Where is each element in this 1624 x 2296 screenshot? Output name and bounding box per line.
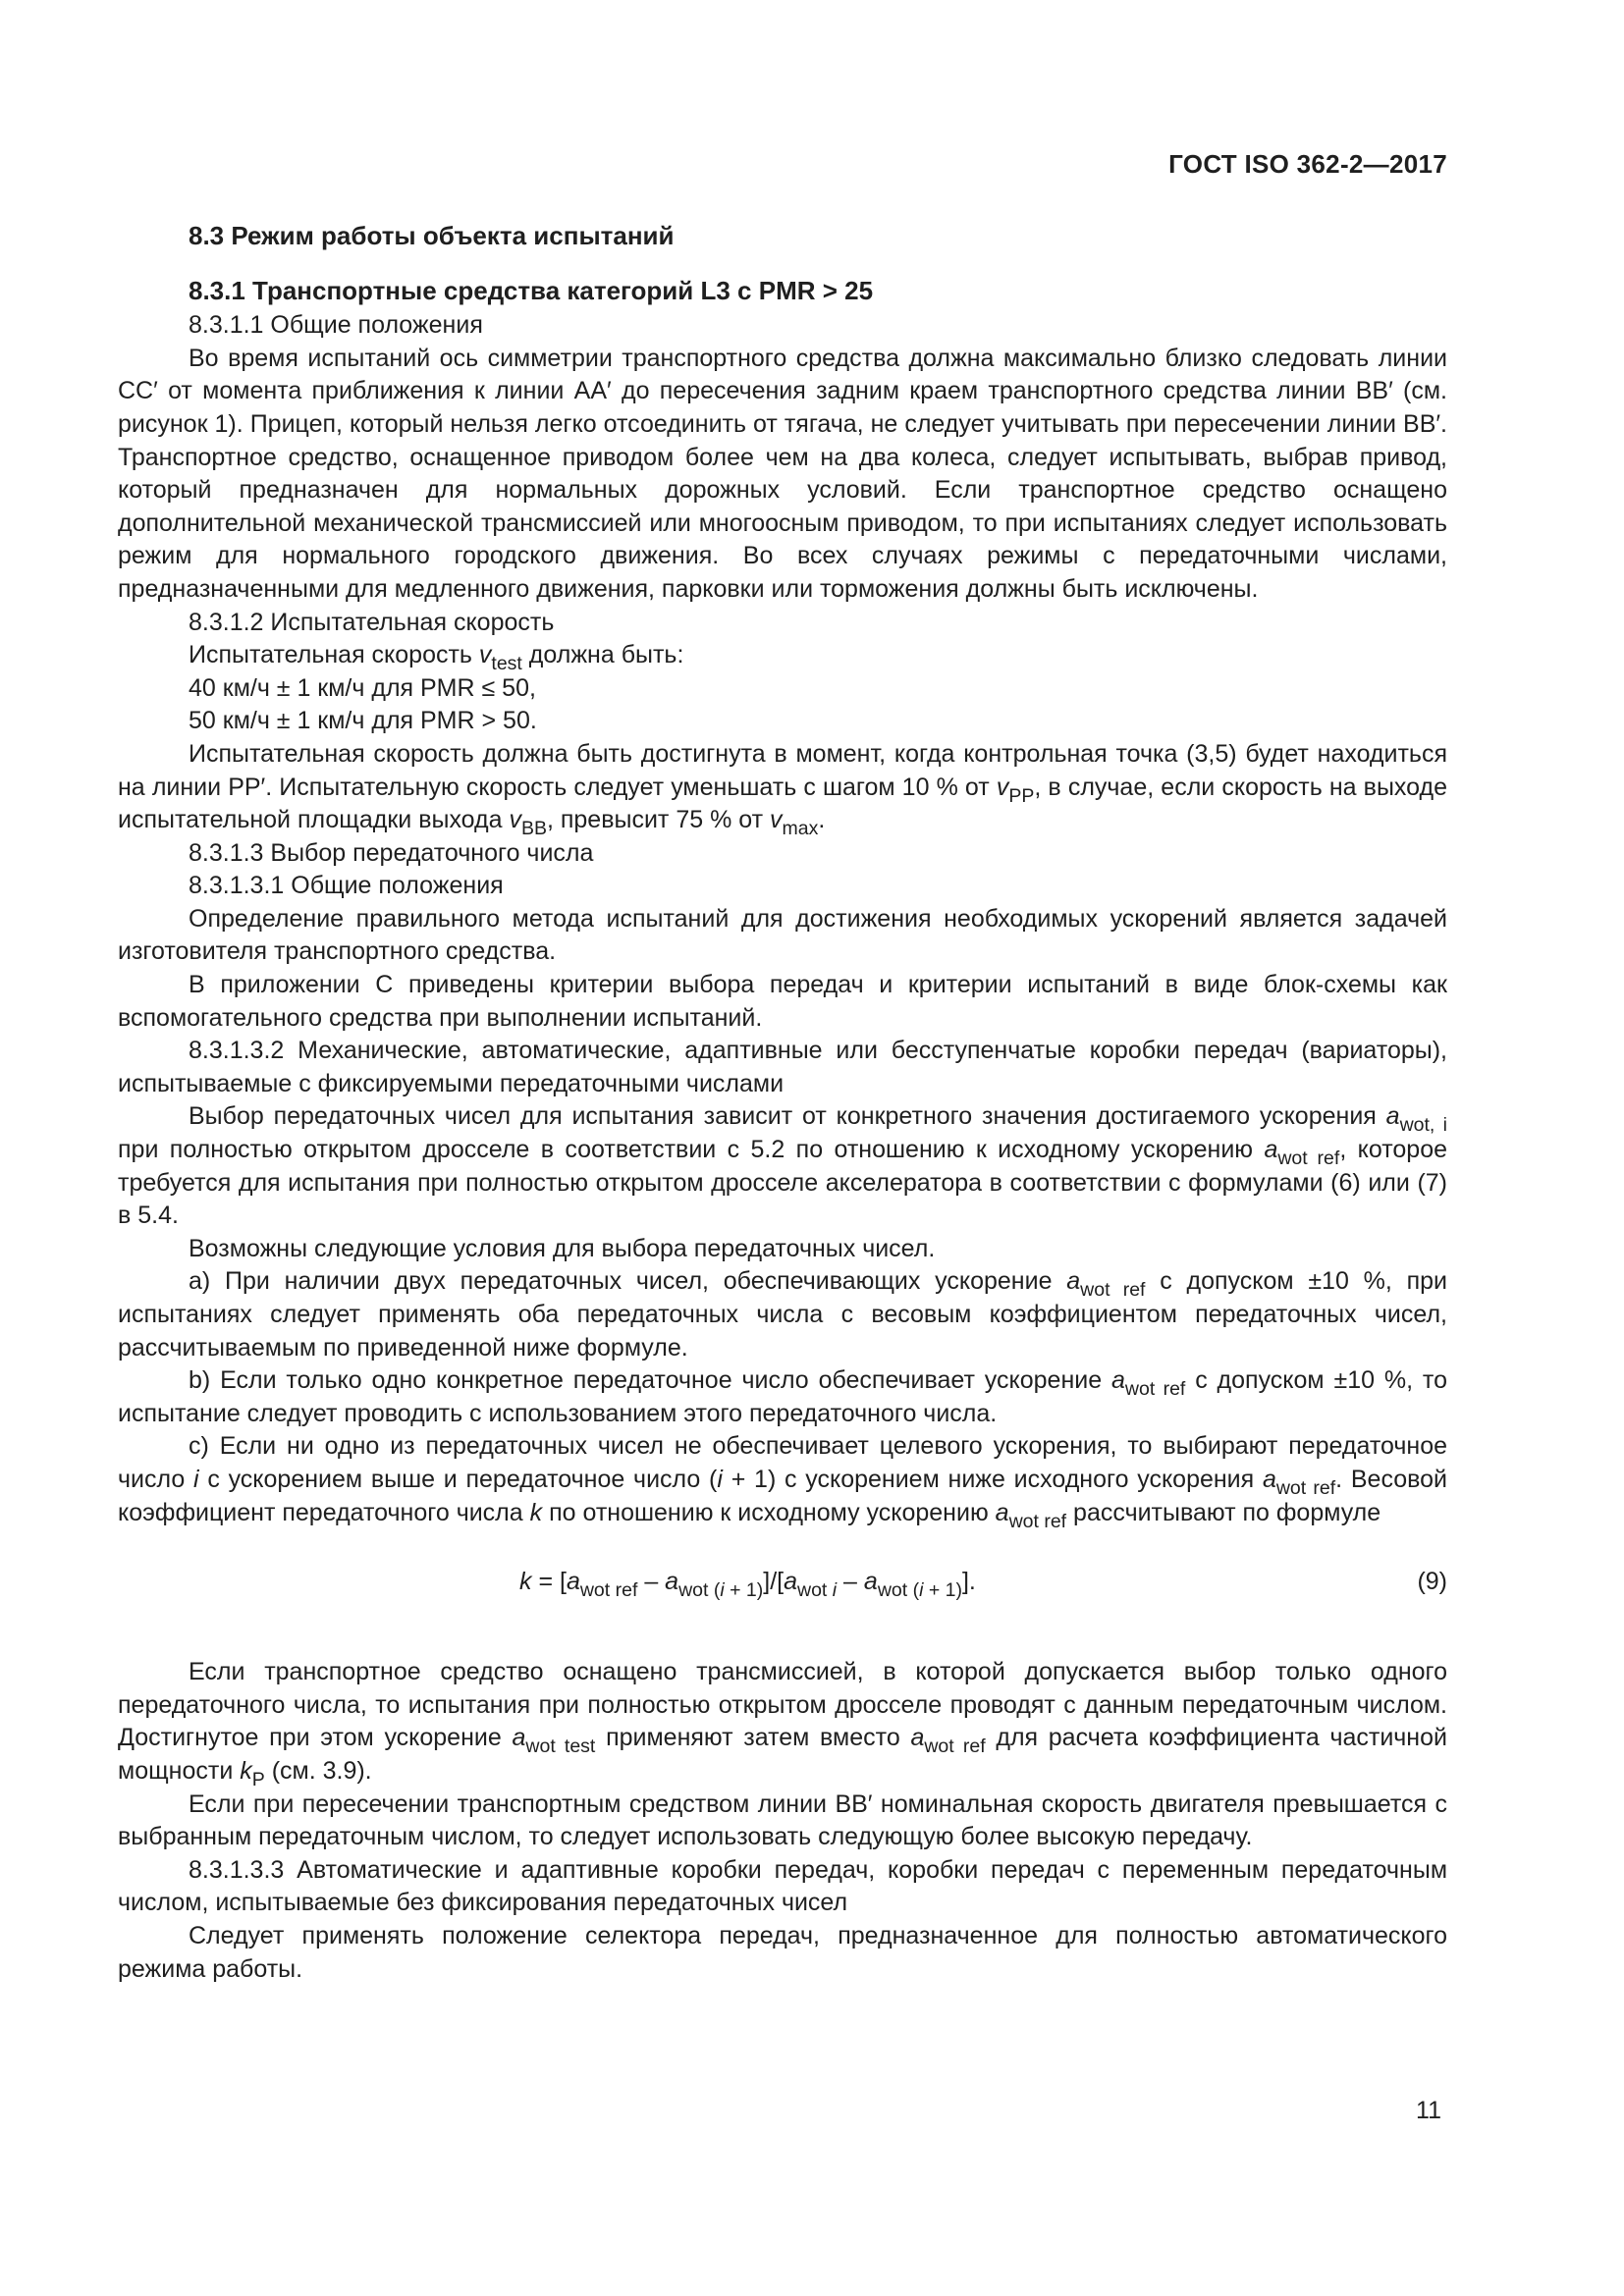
condition-b: b) Если только одно конкретное передаточное число обеспечивает ускорение $a_{wot ref}$ с допуском ±10 %, то испытание следует проводить с использованием этого передаточного числа. bbox=[118, 1366, 1447, 1427]
clause-title-general: 8.3.1.1 Общие положения bbox=[189, 311, 483, 340]
clause-title-gear-selection: 8.3.1.3 Выбор передаточного числа bbox=[189, 838, 594, 867]
speed-line-1: 40 км/ч ± 1 км/ч для PMR ≤ 50, bbox=[189, 673, 536, 702]
paragraph-conditions-intro: Возможны следующие условия для выбора передаточных чисел. bbox=[189, 1234, 936, 1262]
subsection-heading: 8.3.1 Транспортные средства категорий L3 с PMR > 25 bbox=[189, 275, 874, 305]
clause-title-gear-general: 8.3.1.3.1 Общие положения bbox=[189, 872, 504, 900]
speed-line-2: 50 км/ч ± 1 км/ч для PMR > 50. bbox=[189, 707, 537, 735]
paragraph-speed-detail: Испытательная скорость должна быть достигнута в момент, когда контрольная точка (3,5) будет находиться на линии PP′. Испытательную скорость следует уменьшать с шагом 10 % от $v_{PP}$, в случае, если скорость на выходе испытательной площадки выхода $v_{BB}$, превысит 75 % от $v_{max}$. bbox=[118, 739, 1447, 839]
clause-title-test-speed: 8.3.1.2 Испытательная скорость bbox=[189, 608, 555, 636]
paragraph-higher-gear: Если при пересечении транспортным средством линии BB′ номинальная скорость двигателя превышается с выбранным передаточным числом, то следует использовать следующую более высокую передачу. bbox=[118, 1789, 1447, 1851]
document-header-id: ГОСТ ISO 362-2—2017 bbox=[1168, 149, 1447, 179]
paragraph-gear-2: В приложении C приведены критерии выбора передач и критерии испытаний в виде блок-схемы как вспомогательного средства при выполнении испытаний. bbox=[118, 971, 1447, 1032]
page-number: 11 bbox=[1416, 2097, 1441, 2124]
condition-c: c) Если ни одно из передаточных чисел не обеспечивает целевого ускорения, то выбирают передаточное число i с ускорением выше и передаточное число (i + 1) с ускорением ниже исходного ускорения $a_{wot ref}$. Весовой коэффициент передаточного числа k по отношению к исходному ускорению $a_{wot ref}$ рассчитывают по формуле bbox=[118, 1432, 1447, 1532]
paragraph-general: Во время испытаний ось симметрии транспортного средства должна максимально близко следовать линии CC′ от момента приближения к линии AA′ до пересечения задним краем транспортного средства линии BB′ (см. рисунок 1). Прицеп, который нельзя легко отсоединить от тягача, не следует учитывать при пересечении линии BB′. Транспортное средство, оснащенное приводом более чем на два колеса, следует испытывать, выбрав привод, который предназначен для нормальных дорожных условий. Если транспортное средство оснащено дополнительной механической трансмиссией или многоосным приводом, то при испытаниях следует использовать режим для нормального городского движения. Во всех случаях режимы с передаточными числами, предназначенными для медленного движения, парковки или торможения должны быть исключены. bbox=[118, 344, 1447, 603]
paragraph-gear-1: Определение правильного метода испытаний для достижения необходимых ускорений является задачей изготовителя транспортного средства. bbox=[118, 904, 1447, 966]
clause-title-automatic: 8.3.1.3.3 Автоматические и адаптивные коробки передач, коробки передач с переменным передаточным числом, испытываемые без фиксирования передаточных чисел bbox=[118, 1855, 1447, 1917]
section-heading: 8.3 Режим работы объекта испытаний bbox=[189, 221, 675, 250]
paragraph-speed-intro: Испытательная скорость $v_{test}$ должна быть: bbox=[189, 641, 684, 674]
paragraph-automatic: Следует применять положение селектора передач, предназначенное для полностью автоматического режима работы. bbox=[118, 1921, 1447, 1983]
formula-expression: $k = [a_{wot ref} - a_{wot (i + 1)}]/[a_{wot i} - a_{wot (i + 1)}]$. bbox=[519, 1568, 976, 1601]
paragraph-fixed-gears: Выбор передаточных чисел для испытания зависит от конкретного значения достигаемого ускорения $a_{wot, i}$ при полностью открытом дросселе в соответствии с 5.2 по отношению к исходному ускорению $a_{wot ref}$, которое требуется для испытания при полностью открытом дросселе акселератора в соответствии с формулами (6) или (7) в 5.4. bbox=[118, 1102, 1448, 1230]
condition-a: a) При наличии двух передаточных чисел, обеспечивающих ускорение $a_{wot ref}$ с допуском ±10 %, при испытаниях следует применять оба передаточных числа с весовым коэффициентом передаточных чисел, рассчитываемым по приведенной ниже формуле. bbox=[118, 1267, 1447, 1362]
paragraph-single-gear: Если транспортное средство оснащено трансмиссией, в которой допускается выбор только одного передаточного числа, то испытания при полностью открытом дросселе проводят с данным передаточным числом. Достигнутое при этом ускорение $a_{wot test}$ применяют затем вместо $a_{wot ref}$ для расчета коэффициента частичной мощности $k_P$ (см. 3.9). bbox=[118, 1658, 1447, 1790]
document-body bbox=[118, 220, 1447, 1986]
clause-title-fixed-gears: 8.3.1.3.2 Механические, автоматические, адаптивные или бесступенчатые коробки передач (вариаторы), испытываемые с фиксируемыми передаточными числами bbox=[118, 1037, 1447, 1097]
formula-number: (9) bbox=[1417, 1568, 1447, 1596]
formula-9 bbox=[118, 1566, 1447, 1599]
